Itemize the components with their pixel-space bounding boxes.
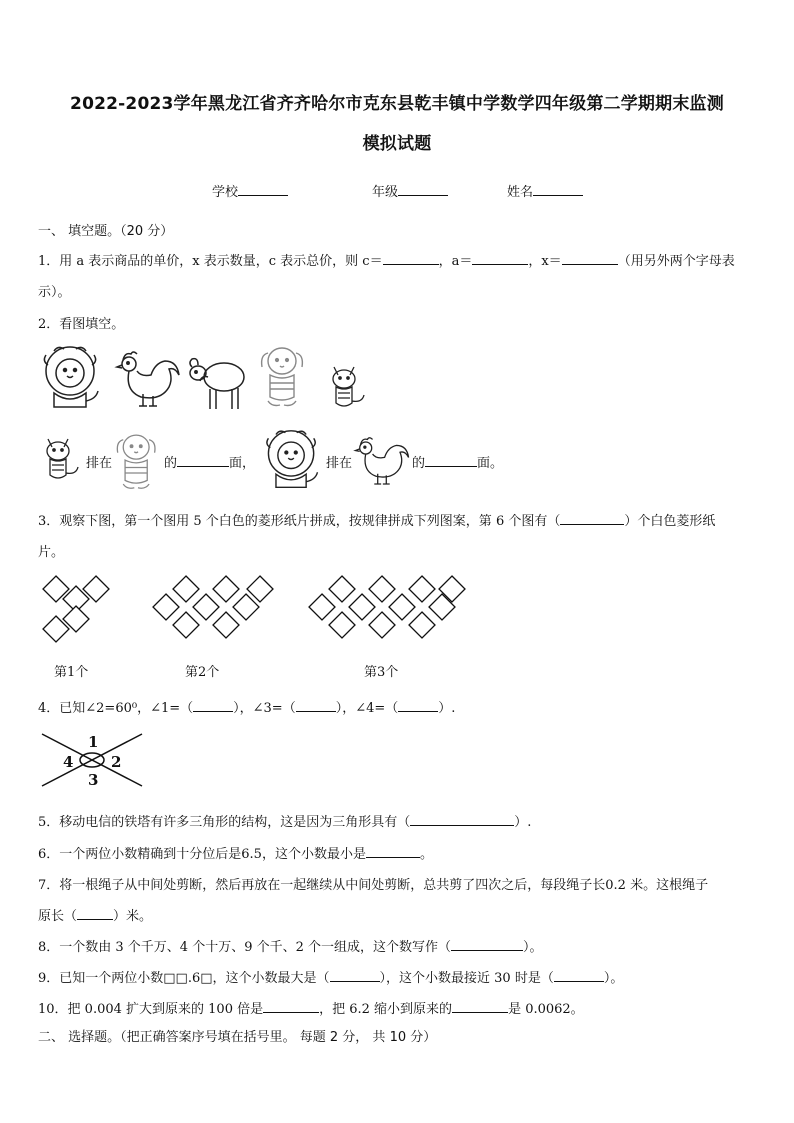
- q6-text-a: 6．一个两位小数精确到十分位后是6.5，这个小数最小是: [38, 847, 366, 862]
- question-3-cont: 片。: [38, 545, 65, 560]
- q1-blank-x[interactable]: [562, 251, 618, 265]
- pattern-caption-1: 第1个: [54, 665, 89, 680]
- q8-blank[interactable]: [451, 937, 523, 951]
- section-2-heading: 二、 选择题。（把正确答案序号填在括号里。 每题 2 分， 共 10 分）: [38, 1030, 437, 1045]
- q9-text-b: ），这个小数最接近 30 时是（: [379, 971, 554, 986]
- lion-icon: [36, 343, 106, 413]
- q1-text-c: ，x＝: [528, 254, 562, 269]
- grade-label: 年级: [372, 185, 399, 200]
- angle-label-3: 3: [88, 771, 99, 789]
- q3-blank[interactable]: [560, 511, 624, 525]
- q6-blank[interactable]: [366, 844, 420, 858]
- q10-blank-2[interactable]: [452, 999, 508, 1013]
- q2-answer-2: [412, 452, 503, 471]
- name-field[interactable]: [507, 181, 583, 200]
- kitten-icon: [326, 361, 368, 413]
- q9-blank-2[interactable]: [554, 968, 604, 982]
- q8-text-a: 8．一个数由 3 个千万、4 个十万、9 个千、2 个一组成，这个数写作（: [38, 940, 452, 955]
- q4-text-b: ），∠3=（: [233, 701, 296, 716]
- rhombus-pattern-3: [304, 572, 470, 648]
- question-3: [38, 510, 715, 529]
- section-1-heading: 一、 填空题。（20 分）: [38, 224, 174, 239]
- rooster-icon: [352, 432, 412, 488]
- q9-blank-1[interactable]: [330, 968, 380, 982]
- rhombus-pattern-1: [38, 572, 114, 648]
- q2-de-2: 的: [412, 456, 426, 471]
- pattern-caption-2: 第2个: [185, 665, 220, 680]
- q10-text-a: 10．把 0.004 扩大到原来的 100 倍是: [38, 1002, 264, 1017]
- question-1-cont: 示）。: [38, 285, 71, 300]
- q10-blank-1[interactable]: [263, 999, 319, 1013]
- q10-text-b: ，把 6.2 缩小到原来的: [319, 1002, 453, 1017]
- rhombus-pattern-2: [148, 572, 278, 648]
- q7-blank[interactable]: [77, 906, 113, 920]
- puppy-icon: [258, 341, 310, 411]
- page-title: 2022-2023学年黑龙江省齐齐哈尔市克东县乾丰镇中学数学四年级第二学期期末监测: [70, 94, 724, 114]
- q5-blank[interactable]: [410, 812, 514, 826]
- q2-text-row2: 排在: [326, 456, 353, 471]
- q6-text-b: 。: [419, 847, 433, 862]
- kitten-icon: [40, 431, 82, 487]
- q2-blank-1[interactable]: [177, 453, 229, 467]
- q1-text-a: 1．用 a 表示商品的单价，x 表示数量，c 表示总价，则 c＝: [38, 254, 383, 269]
- q7-text-c: ）米。: [113, 909, 153, 924]
- sheep-icon: [186, 355, 248, 413]
- school-blank[interactable]: [238, 182, 288, 196]
- q1-text-d: （用另外两个字母表: [617, 254, 735, 269]
- page-title-line2: 模拟试题: [362, 134, 432, 154]
- question-2: 2．看图填空。: [38, 317, 125, 332]
- question-10: [38, 998, 584, 1017]
- q8-text-b: ）。: [523, 940, 543, 955]
- question-5: [38, 811, 531, 830]
- q1-blank-c[interactable]: [383, 251, 439, 265]
- q2-mian-1: 面，: [229, 456, 256, 471]
- q9-text-a: 9．已知一个两位小数□□.6□，这个小数最大是（: [38, 971, 330, 986]
- angle-label-2: 2: [111, 753, 122, 771]
- question-8: [38, 936, 543, 955]
- school-field[interactable]: [212, 181, 288, 200]
- q2-mian-2: 面。: [477, 456, 504, 471]
- q2-text-row1: 排在: [86, 456, 113, 471]
- question-4: [38, 697, 455, 716]
- puppy-icon: [114, 428, 162, 494]
- school-label: 学校: [212, 185, 239, 200]
- q7-text-b: 原长（: [38, 909, 78, 924]
- question-9: [38, 967, 623, 986]
- name-label: 姓名: [507, 185, 534, 200]
- q4-text-c: ），∠4=（: [335, 701, 399, 716]
- q4-blank-4[interactable]: [398, 698, 438, 712]
- q4-text-d: ）.: [438, 701, 456, 716]
- q2-de-1: 的: [164, 456, 178, 471]
- name-blank[interactable]: [533, 182, 583, 196]
- question-6: [38, 843, 433, 862]
- pattern-caption-3: 第3个: [364, 665, 399, 680]
- question-1: [38, 250, 735, 269]
- angle-label-1: 1: [88, 733, 99, 751]
- q4-text-a: 4．已知∠2=60⁰，∠1=（: [38, 701, 194, 716]
- grade-field[interactable]: [372, 181, 448, 200]
- q2-blank-2[interactable]: [425, 453, 477, 467]
- question-7-cont: [38, 905, 152, 924]
- q4-blank-3[interactable]: [296, 698, 336, 712]
- q3-text-b: ）个白色菱形纸: [624, 514, 716, 529]
- q10-text-c: 是 0.0062。: [508, 1002, 584, 1017]
- q2-answer-1: [164, 452, 255, 471]
- q9-text-c: ）。: [603, 971, 624, 986]
- rooster-icon: [113, 346, 183, 410]
- q1-blank-a[interactable]: [472, 251, 528, 265]
- angle-label-4: 4: [63, 753, 74, 771]
- question-7: 7．将一根绳子从中间处剪断，然后再放在一起继续从中间处剪断，总共剪了四次之后，每段绳子长0.2 米。这根绳子: [38, 878, 709, 893]
- q5-text-b: ）.: [514, 815, 532, 830]
- q4-blank-1[interactable]: [193, 698, 233, 712]
- q1-text-b: ，a＝: [438, 254, 473, 269]
- grade-blank[interactable]: [398, 182, 448, 196]
- q3-text-a: 3．观察下图，第一个图用 5 个白色的菱形纸片拼成，按规律拼成下列图案，第 6 个图有（: [38, 514, 561, 529]
- q5-text-a: 5．移动电信的铁塔有许多三角形的结构，这是因为三角形具有（: [38, 815, 411, 830]
- lion-icon: [258, 427, 326, 493]
